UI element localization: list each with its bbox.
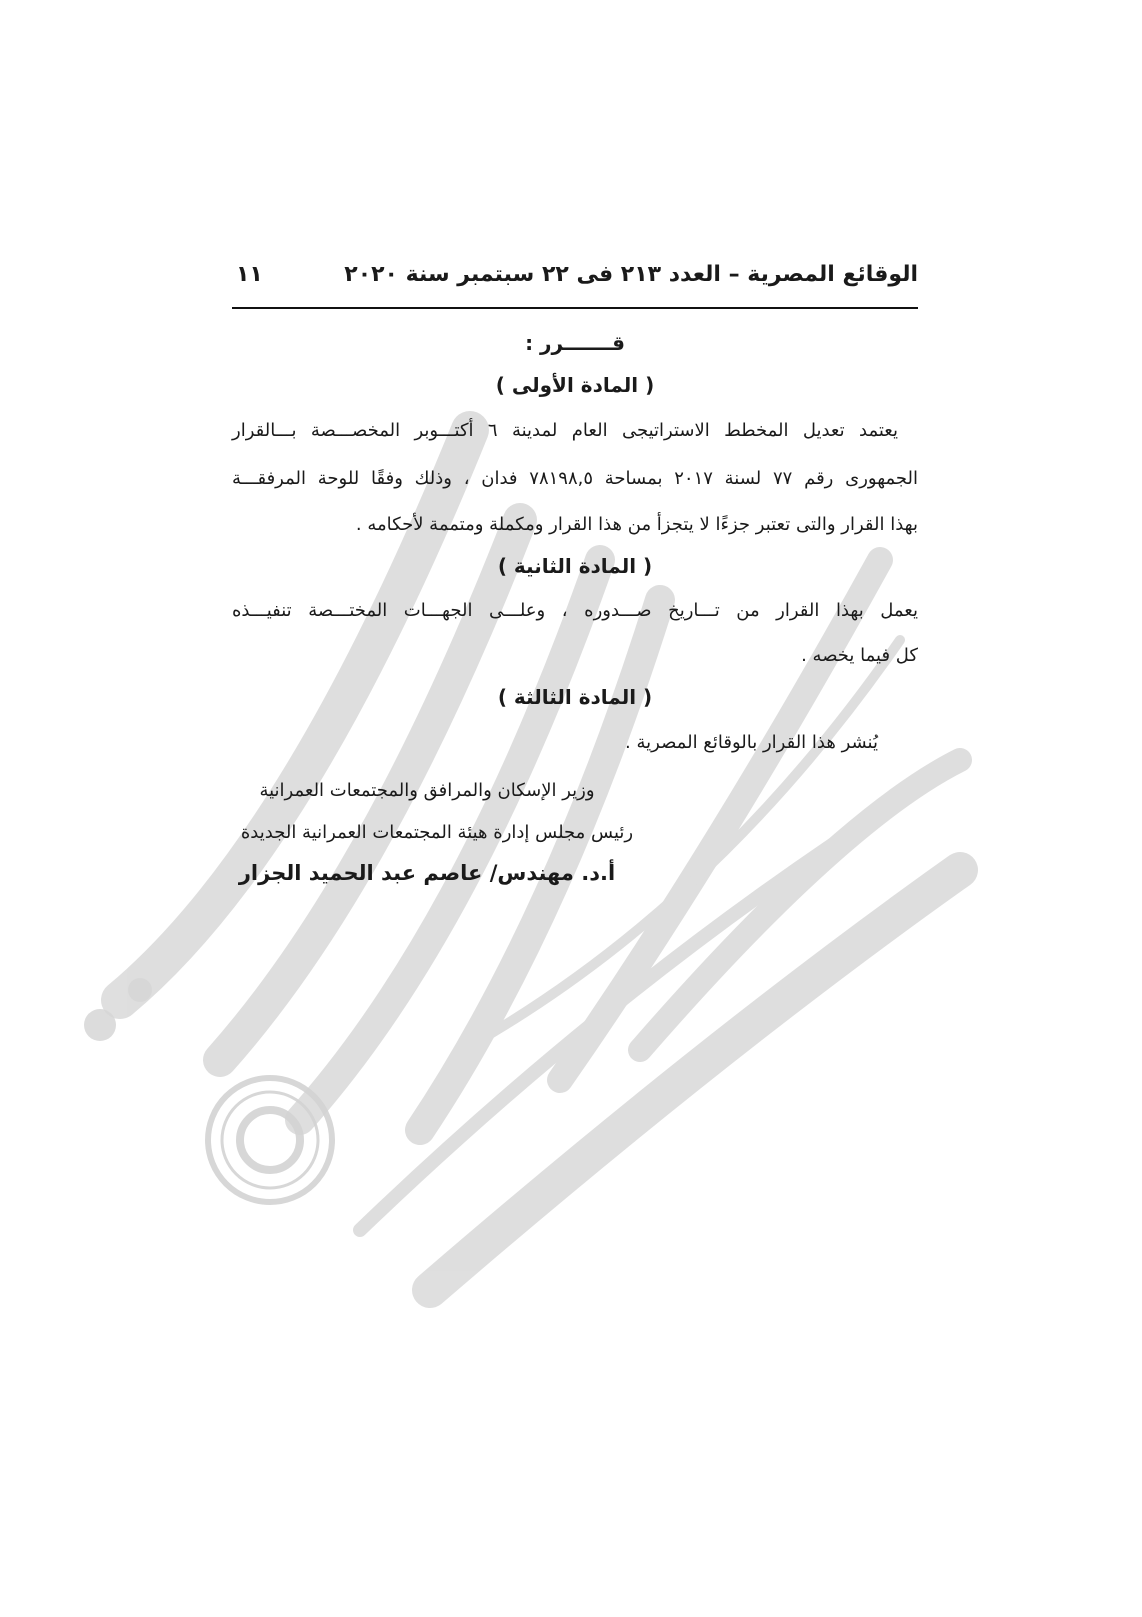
- article-1-line-3: بهذا القرار والتى تعتبر جزءًا لا يتجزأ من هذا القرار ومكملة ومتممة لأحكامه .: [355, 514, 918, 535]
- gazette-header: [232, 262, 918, 296]
- signature-title-2: رئيس مجلس إدارة هيئة المجتمعات العمرانية الجديدة: [240, 822, 634, 843]
- signatory-name: أ.د. مهندس/ عاصم عبد الحميد الجزار: [238, 861, 616, 885]
- article-2-line-2: كل فيما يخصه .: [801, 645, 918, 666]
- article-3-heading: ( المادة الثالثة ): [497, 685, 653, 709]
- article-1-heading: ( المادة الأولى ): [495, 373, 655, 397]
- article-2-heading: ( المادة الثانية ): [497, 554, 653, 578]
- article-2-line-1: يعمل بهذا القرار من تـــاريخ صـــدوره ، وعلـــى الجهـــات المختـــصة تنفيـــذه: [232, 600, 918, 621]
- gazette-title: الوقائع المصرية – العدد ٢١٣ فى ٢٢ سبتمبر سنة ٢٠٢٠: [344, 262, 918, 287]
- header-divider: [232, 307, 918, 309]
- article-3-line-1: يُنشر هذا القرار بالوقائع المصرية .: [625, 732, 878, 753]
- article-1-line-1: يعتمد تعديل المخطط الاستراتيجى العام لمدينة ٦ أكتـــوبر المخصـــصة بـــالقرار: [232, 420, 898, 441]
- article-1-line-2: الجمهورى رقم ٧٧ لسنة ٢٠١٧ بمساحة ٧٨١٩٨,٥ فدان ، وذلك وفقًا للوحة المرفقـــة: [232, 468, 918, 489]
- decision-opening: قـــــــرر :: [525, 331, 625, 355]
- page-number: ١١: [236, 262, 263, 287]
- signature-title-1: وزير الإسكان والمرافق والمجتمعات العمرانية: [259, 780, 595, 801]
